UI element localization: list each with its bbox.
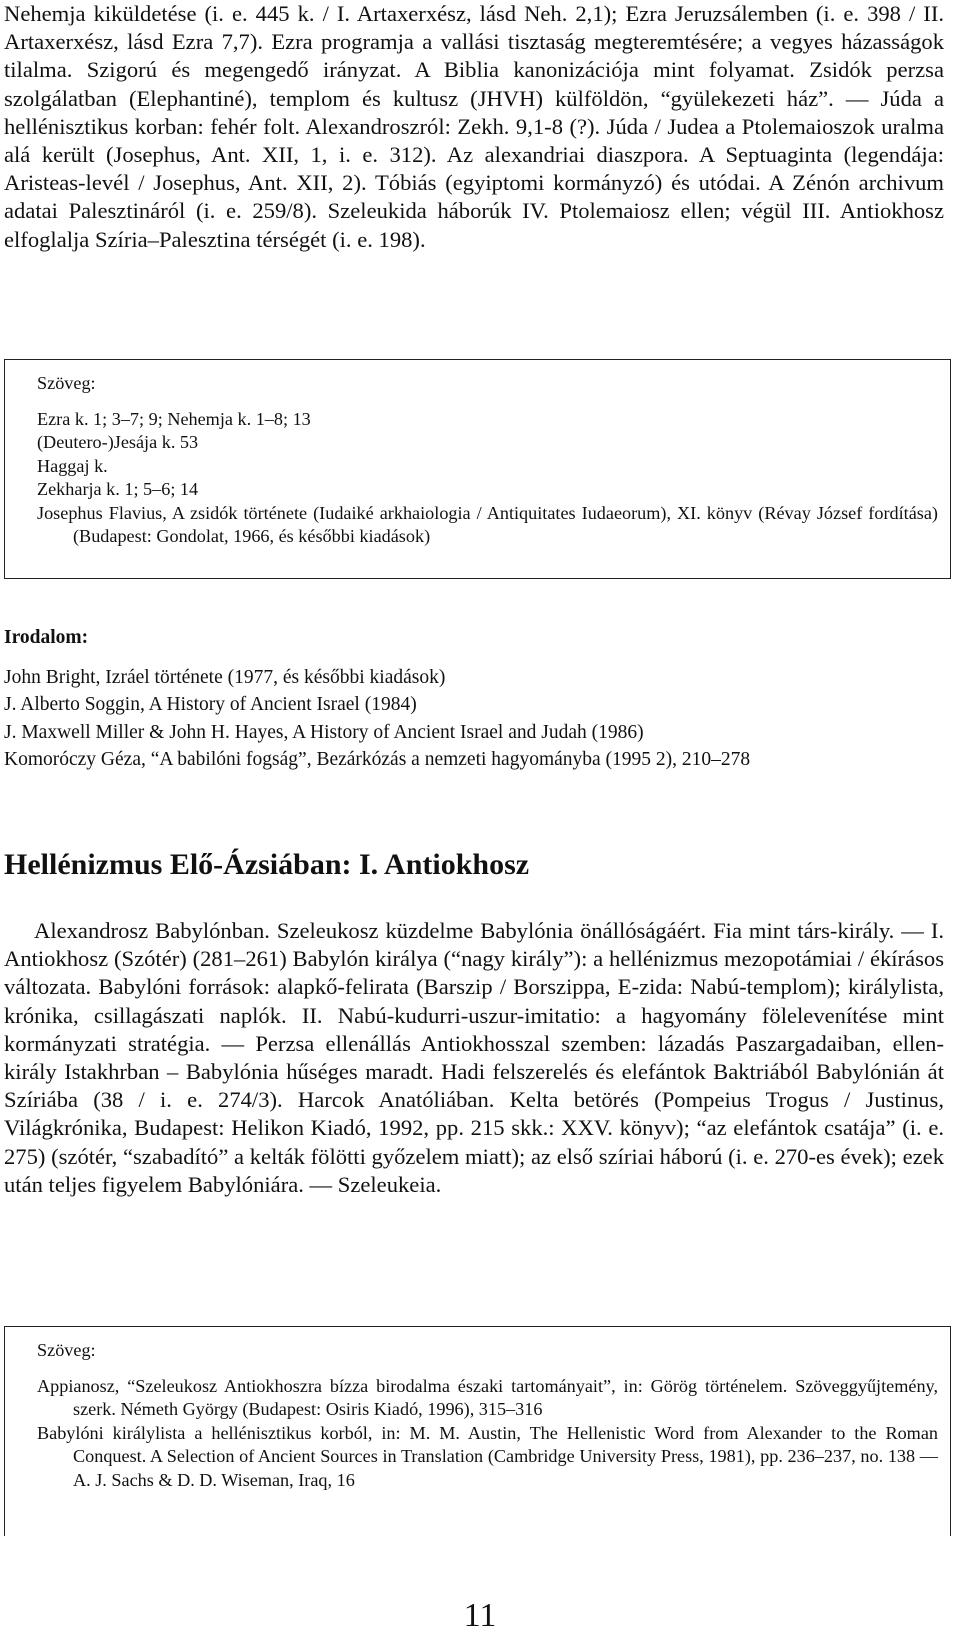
- box-entry: Haggaj k.: [37, 455, 108, 476]
- box-entry: Zekharja k. 1; 5–6; 14: [37, 479, 199, 499]
- paragraph-ezra-nehemiah: Nehemja kiküldetése (i. e. 445 k. / I. Artaxerxész, lásd Neh. 2,1); Ezra Jeruzsálemben (i. e. 398 / II. Artaxerxész, lásd Ezra 7,7). Ezra programja a vallási tisztaság megteremtésére; a vegyes házasságok tilalma. Szigorú és megengedő irányzat. A Biblia kanonizációja mint folyamat. Zsidók perzsa szolgálatban (Elephantiné), templom és kultusz (JHVH) külföldön, “gyülekezeti ház”. — Júda a hellénisztikus korban: fehér folt. Alexandroszról: Zekh. 9,1-8 (?). Júda / Judea a Ptolemaioszok uralma alá került (Josephus, Ant. XII, 1, i. e. 312). Az alexandriai diaszpora. A Septuaginta (legendája: Aristeas-levél / Josephus, Ant. XII, 2). Tóbiás (egyiptomi kormányzó) és utódai. A Zénón archivum adatai Palesztináról (i. e. 259/8). Szeleukida háborúk IV. Ptolemaiosz ellen; végül III. Antiokhosz elfoglalja Szíria–Palesztina térségét (i. e. 198).: [4, 1, 944, 252]
- bibliography-entry: John Bright, Izráel története (1977, és későbbi kiadások): [4, 666, 446, 688]
- page-number: 11: [463, 1597, 497, 1634]
- box-entry: Babylóni királylista a hellénisztikus korból, in: M. M. Austin, The Hellenistic Word from Alexander to the Roman Conquest. A Selection of Ancient Sources in Translation (Cambridge University Press, 1981), pp. 236–237, no. 138 — A. J. Sachs & D. D. Wiseman, Iraq, 16: [37, 1422, 938, 1490]
- box-entry: (Deutero-)Jesája k. 53: [37, 432, 199, 452]
- bibliography-entry: J. Maxwell Miller & John H. Hayes, A History of Ancient Israel and Judah (1986): [4, 721, 644, 743]
- bibliography: [4, 624, 944, 774]
- bibliography-entry: J. Alberto Soggin, A History of Ancient Israel (1984): [4, 694, 417, 715]
- section-title: Hellénizmus Elő-Ázsiában: I. Antiokhosz: [4, 848, 530, 881]
- source-text-box-2: [4, 1326, 951, 1536]
- box-label: Szöveg:: [37, 1340, 96, 1360]
- bibliography-entry: Komoróczy Géza, “A babilóni fogság”, Bezárkózás a nemzeti hagyományba (1995 2), 210–278: [4, 749, 751, 770]
- box-entry: Appianosz, “Szeleukosz Antiokhoszra bízza birodalma északi tartományait”, in: Görög történelem. Szöveggyűjtemény, szerk. Németh György (Budapest: Osiris Kiadó, 1996), 315–316: [37, 1375, 938, 1419]
- box-entry: Ezra k. 1; 3–7; 9; Nehemja k. 1–8; 13: [37, 408, 311, 429]
- bibliography-heading: Irodalom:: [4, 627, 89, 648]
- paragraph-antiochus: Alexandrosz Babylónban. Szeleukosz küzdelme Babylónia önállóságáért. Fia mint társ-király. — I. Antiokhosz (Szótér) (281–261) Babylón királya (“nagy király”): a hellénizmus mezopotámiai / ékírásos változata. Babylóni források: alapkő-felirata (Barszip / Borszippa, E-zida: Nabú-templom); királylista, krónika, csillagászati naplók. II. Nabú-kudurri-uszur-imitatio: a hagyomány fölelevenítése mint kormányzati stratégia. — Perzsa ellenállás Antiokhosszal szemben: lázadás Paszargadaiban, ellen-király Istakhrban – Babylónia hűséges maradt. Hadi felszerelés és elefántok Baktriából Babylónián át Szíriába (38 / i. e. 274/3). Harcok Anatóliában. Kelta betörés (Pompeius Trogus / Justinus, Világkrónika, Budapest: Helikon Kiadó, 1992, pp. 215 skk.: XXV. könyv); “az elefántok csatája” (i. e. 275) (szótér, “szabadító” a kelták fölötti győzelem miatt); az első szíriai háború (i. e. 270-es évek); ezek után teljes figyelem Babylóniára. — Szeleukeia.: [4, 918, 944, 1197]
- box-entry: Josephus Flavius, A zsidók története (Iudaiké arkhaiologia / Antiquitates Iudaeorum), XI. könyv (Révay József fordítása) (Budapest: Gondolat, 1966, és későbbi kiadások): [37, 502, 938, 546]
- source-text-box-1: [4, 359, 951, 579]
- box-label: Szöveg:: [37, 373, 96, 393]
